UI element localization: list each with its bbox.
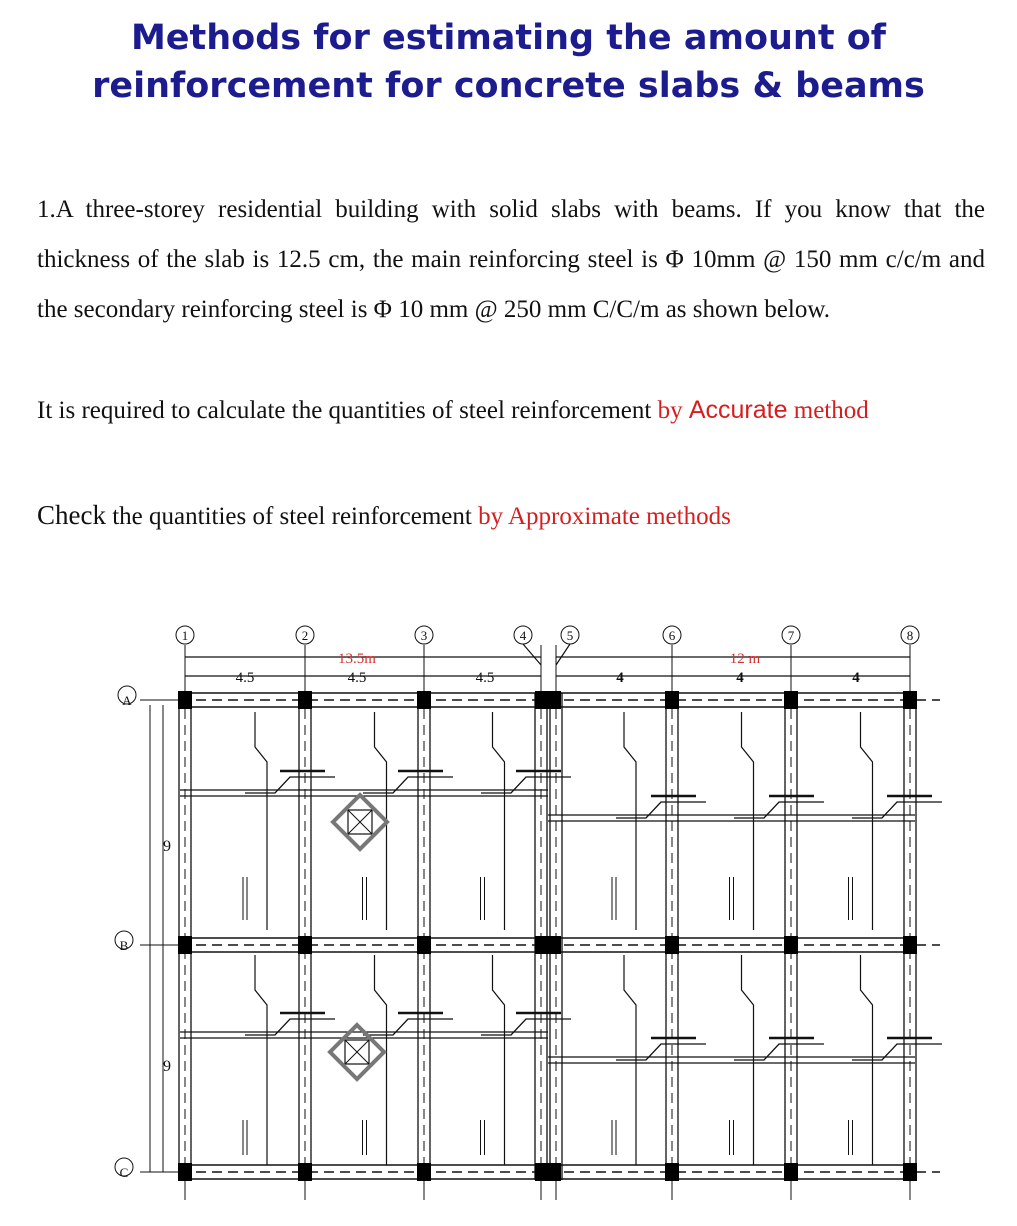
axis-leader xyxy=(523,644,541,665)
axis-label-A: A xyxy=(122,693,132,708)
dim-vertical-1: 9 xyxy=(163,838,171,855)
column xyxy=(178,936,192,954)
column xyxy=(178,691,192,709)
column xyxy=(784,691,798,709)
plan-geometry xyxy=(115,626,942,1200)
axis-leader xyxy=(556,644,570,665)
dim-span-4: 4 xyxy=(616,670,624,686)
column xyxy=(665,1163,679,1181)
dim-span-1: 4.5 xyxy=(235,670,255,686)
dim-vertical-2: 9 xyxy=(163,1058,171,1075)
dim-span-6: 4 xyxy=(852,670,860,686)
title-line-2: reinforcement for concrete slabs & beams xyxy=(92,66,925,106)
column xyxy=(298,936,312,954)
dim-span-5: 4 xyxy=(736,670,744,686)
axis-label-5: 5 xyxy=(566,628,574,643)
main-rebar xyxy=(493,955,505,1165)
accurate-label: Accurate xyxy=(688,396,788,424)
column xyxy=(784,1163,798,1181)
column xyxy=(298,1163,312,1181)
check-body: the quantities of steel reinforcement xyxy=(105,503,479,530)
title-line-1: Methods for estimating the amount of xyxy=(130,18,887,58)
structural-plan-drawing xyxy=(0,600,1017,1226)
axis-label-7: 7 xyxy=(787,628,795,643)
column xyxy=(665,936,679,954)
axis-label-3: 3 xyxy=(420,628,428,643)
column xyxy=(784,936,798,954)
column xyxy=(535,936,561,954)
main-rebar xyxy=(255,955,267,1165)
column xyxy=(535,691,561,709)
axis-label-C: C xyxy=(119,1165,129,1180)
main-rebar xyxy=(255,712,267,930)
check-method: by Approximate methods xyxy=(478,503,731,530)
column xyxy=(535,1163,561,1181)
axis-label-6: 6 xyxy=(668,628,676,643)
column xyxy=(417,691,431,709)
required-prefix: It is required to calculate the quantities of steel reinforcement xyxy=(37,397,658,424)
method-label: method xyxy=(793,397,869,424)
axis-label-8: 8 xyxy=(906,628,914,643)
axis-label-4: 4 xyxy=(519,628,527,643)
check-text xyxy=(37,490,985,542)
column xyxy=(298,691,312,709)
dim-span-3: 4.5 xyxy=(475,670,495,686)
column xyxy=(903,936,917,954)
column xyxy=(903,1163,917,1181)
dim-span-2: 4.5 xyxy=(347,670,367,686)
main-rebar xyxy=(493,712,505,930)
page-title xyxy=(0,14,1017,110)
required-text xyxy=(37,385,985,436)
dim-total-left: 13.5m xyxy=(338,651,376,667)
column xyxy=(903,691,917,709)
axis-label-2: 2 xyxy=(301,628,309,643)
axis-label-1: 1 xyxy=(181,628,189,643)
axis-label-B: B xyxy=(119,938,129,953)
dim-total-right: 12 m xyxy=(729,651,761,667)
column xyxy=(417,1163,431,1181)
problem-statement: 1.A three-storey residential building with solid slabs with beams. If you know that the thickness of the slab is 12.5 cm, the main reinforcing steel is Φ 10mm @ 150 mm c/c/m and the secondary reinforcing steel is Φ 10 mm @ 250 mm C/C/m as shown below. xyxy=(37,196,985,323)
check-word: Check xyxy=(37,500,106,530)
required-by: by xyxy=(657,397,689,424)
column xyxy=(417,936,431,954)
column xyxy=(178,1163,192,1181)
column xyxy=(665,691,679,709)
